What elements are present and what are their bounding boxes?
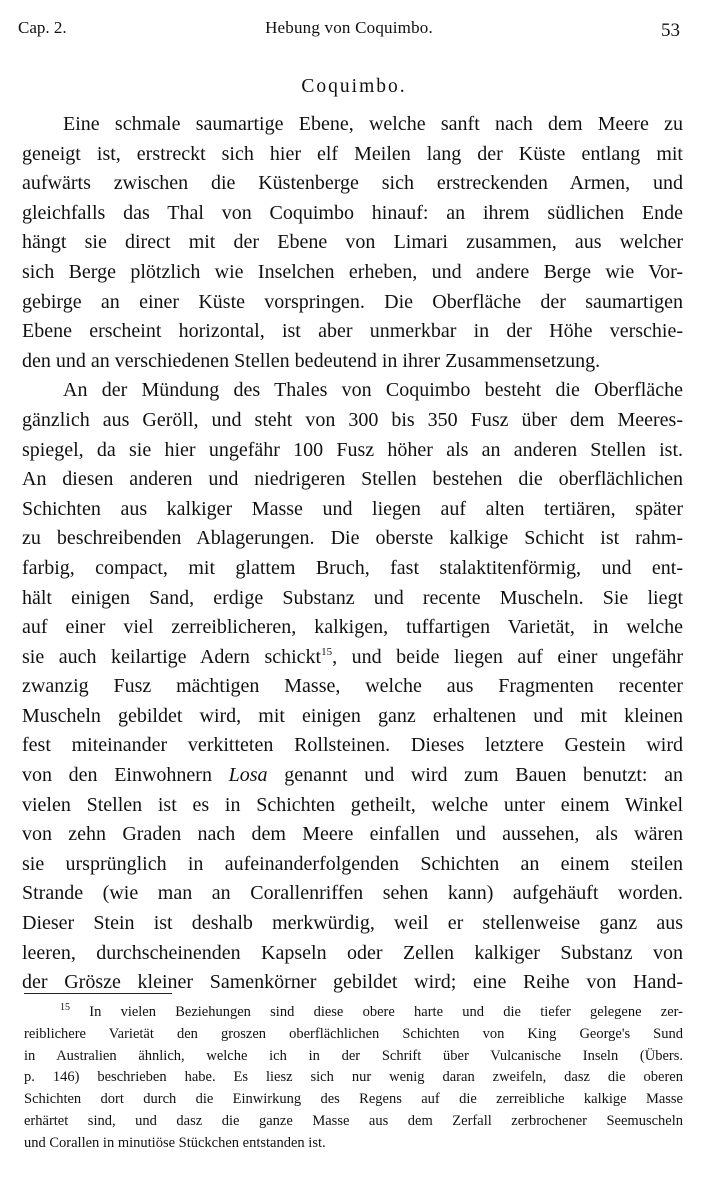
italic-term: Losa [228,764,268,787]
text-line: An diesen anderen und niedrigeren Stellen bestehen die oberflächlichen [22,468,683,491]
footnote-marker: 15 [60,1002,70,1013]
text-line: Eine schmale saumartige Ebene, welche sanft nach dem Meere zu [63,113,683,135]
footnote-line: erhärtet sind, und dasz die ganze Masse aus dem Zerfall zerbrochener Seemuscheln [24,1112,683,1129]
text-line: Strande (wie man an Corallenriffen sehen kann) aufgehäuft worden. [22,882,683,905]
section-title: Coquimbo. [301,76,407,97]
text-line: hängt sie direct mit der Ebene von Limari zusammen, aus welcher [22,231,683,254]
footnote-line: p. 146) beschrieben habe. Es liesz sich nur wenig daran zweifeln, dasz die oberen [24,1069,683,1086]
body-text [22,110,683,998]
text-line: zwanzig Fusz mächtigen Masse, welche aus Fragmenten recenter [22,675,683,698]
text-line: leeren, durchscheinenden Kapseln oder Zellen kalkiger Substanz von [22,941,683,964]
text-line: vielen Stellen ist es in Schichten getheilt, welche unter einem Winkel [22,793,683,816]
footnote-line: in Australien ähnlich, welche ich in der Schrift über Vulcanische Inseln (Übers. [24,1047,683,1064]
text-line: Muscheln gebildet wird, mit einigen ganz erhaltenen und mit kleinen [22,704,683,727]
text-line: Ebene erscheint horizontal, ist aber unmerkbar in der Höhe verschie- [22,320,683,343]
chapter-label: Cap. 2. [18,18,67,37]
text-line: spiegel, da sie hier ungefähr 100 Fusz höher als an anderen Stellen ist. [22,438,683,461]
text-line-with-footnote-ref [22,643,683,673]
footnote-line: reiblichere Varietät den groszen oberflächlichen Schichten von King George's Sund [24,1025,683,1042]
text-line-with-italic [22,761,683,791]
footnote-divider [24,993,172,994]
text-segment: , und beide liegen auf einer ungefähr [332,645,684,668]
footnote [24,1002,683,1155]
text-line: den und an verschiedenen Stellen bedeutend in ihrer Zusammensetzung. [22,349,601,372]
text-line: geneigt ist, erstreckt sich hier elf Meilen lang der Küste entlang mit [22,142,683,165]
text-line: der Grösze kleiner Samenkörner gebildet wird; eine Reihe von Hand- [22,971,683,994]
text-segment: sie auch keilartige Adern schickt [22,645,322,668]
text-segment: von den Einwohnern [22,764,212,787]
text-line: gebirge an einer Küste vorspringen. Die Oberfläche der saumartigen [22,290,683,313]
text-segment: genannt und wird zum Bauen benutzt: an [284,764,684,787]
text-line: An der Mündung des Thales von Coquimbo besteht die Oberfläche [63,379,683,402]
text-line: farbig, compact, mit glattem Bruch, fast stalaktitenförmig, und ent- [22,556,683,579]
text-line: gänzlich aus Geröll, und steht von 300 bis 350 Fusz über dem Meeres- [22,408,683,431]
footnote-reference: 15 [321,645,333,658]
footnote-line [24,1002,683,1024]
text-segment: In vielen Beziehungen sind diese obere harte und die tiefer gelegene zer- [89,1004,684,1020]
text-line: Dieser Stein ist deshalb merkwürdig, weil er stellenweise ganz aus [22,912,683,935]
text-line: hält einigen Sand, erdige Substanz und recente Muscheln. Sie liegt [22,586,683,609]
text-line: gleichfalls das Thal von Coquimbo hinauf: an ihrem südlichen Ende [22,201,683,224]
footnote-line: und Corallen in minutiöse Stückchen entstanden ist. [24,1134,326,1151]
page-number: 53 [661,20,680,41]
footnote-line: Schichten dort durch die Einwirkung des Regens auf die zerreibliche kalkige Masse [24,1091,683,1108]
text-line: zu beschreibenden Ablagerungen. Die oberste kalkige Schicht ist rahm- [22,527,683,550]
text-line: sie ursprünglich in aufeinanderfolgenden Schichten an einem steilen [22,852,683,875]
text-line: sich Berge plötzlich wie Inselchen erheben, und andere Berge wie Vor- [22,260,683,283]
running-title: Hebung von Coquimbo. [265,18,433,37]
text-line: auf einer viel zerreiblicheren, kalkigen, tuffartigen Varietät, in welche [22,616,683,639]
text-line: aufwärts zwischen die Küstenberge sich erstreckenden Armen, und [22,172,683,195]
text-line: Schichten aus kalkiger Masse und liegen auf alten tertiären, später [22,497,683,520]
running-head [18,16,680,44]
text-line: von zehn Graden nach dem Meere einfallen und aussehen, als wären [22,823,683,846]
text-line: fest miteinander verkitteten Rollsteinen. Dieses letztere Gestein wird [22,734,683,757]
